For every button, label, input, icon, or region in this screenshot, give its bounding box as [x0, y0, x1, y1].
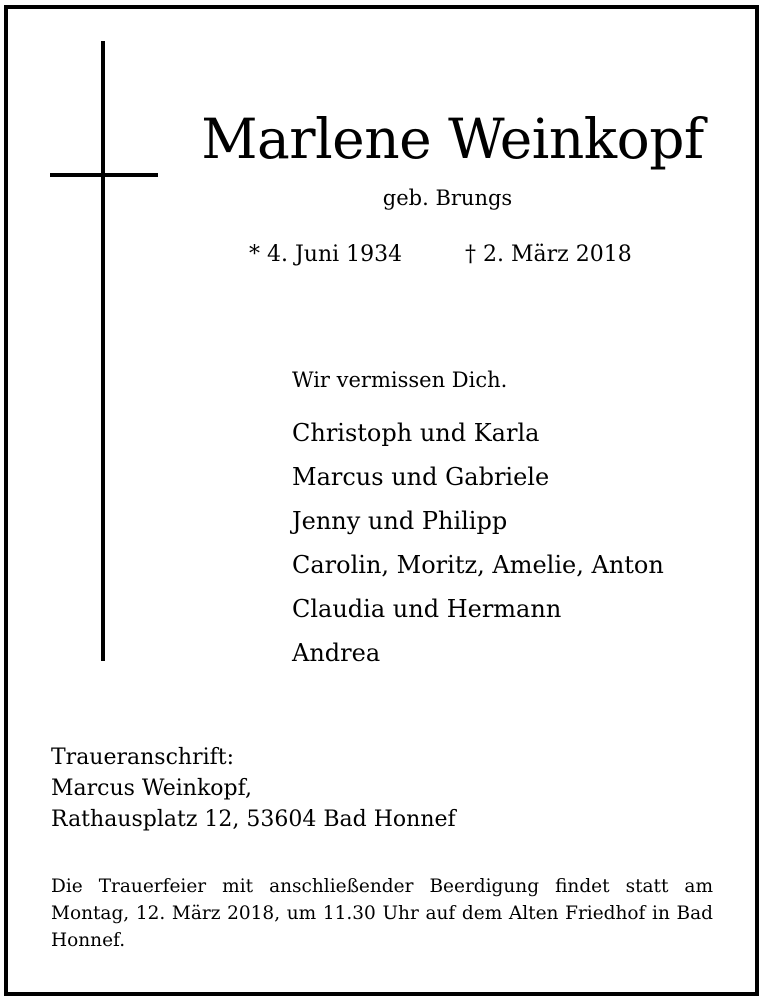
ceremony-text: Die Trauerfeier mit anschließender Beerdigung findet statt am Montag, 12. März 2018, um 11.30 Uhr auf dem Alten Friedhof in Bad Honnef. [51, 876, 713, 951]
family-list [292, 411, 664, 675]
family-member: Jenny und Philipp [292, 507, 508, 535]
deceased-name: Marlene Weinkopf [201, 107, 704, 171]
address-heading: Traueranschrift: [51, 745, 235, 770]
family-member: Marcus und Gabriele [292, 463, 550, 491]
cross-horizontal-bar [50, 173, 158, 177]
address-street: Rathausplatz 12, 53604 Bad Honnef [51, 807, 456, 832]
family-member: Christoph und Karla [292, 419, 540, 447]
cross-vertical-bar [101, 41, 105, 661]
death-date: † 2. März 2018 [465, 242, 632, 267]
birth-date: * 4. Juni 1934 [249, 242, 403, 267]
address-person: Marcus Weinkopf, [51, 776, 252, 801]
miss-line: Wir vermissen Dich. [292, 368, 508, 392]
family-member: Andrea [292, 639, 381, 667]
family-member: Claudia und Hermann [292, 595, 562, 623]
family-member: Carolin, Moritz, Amelie, Anton [292, 551, 664, 579]
maiden-name: geb. Brungs [382, 186, 513, 210]
mourning-address [51, 742, 456, 835]
